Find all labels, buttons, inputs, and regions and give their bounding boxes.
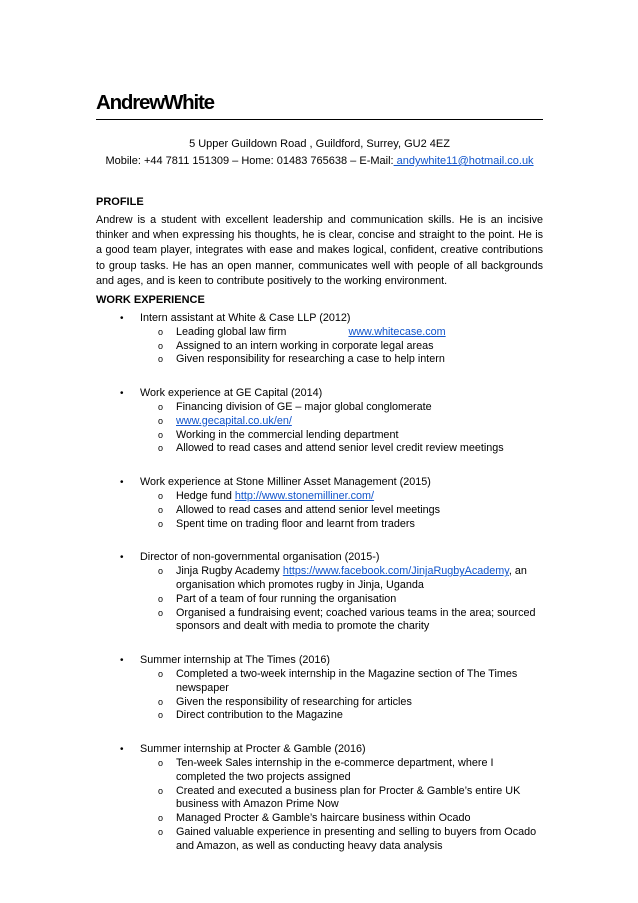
sub-bullet-icon: o — [158, 340, 164, 351]
detail-text-after: , an organisation which promotes rugby in Jinja, Uganda — [176, 565, 527, 591]
experience-detail — [96, 442, 543, 456]
experience-title — [96, 476, 543, 490]
bullet-icon: • — [120, 313, 124, 324]
detail-text: Given responsibility for researching a case to help intern — [176, 353, 445, 366]
experience-details — [96, 490, 543, 531]
experience-entry — [96, 312, 543, 367]
experience-detail — [96, 429, 543, 443]
experience-detail — [96, 353, 543, 367]
detail-text: Created and executed a business plan for Procter & Gamble’s entire UK business with Amazon Prime Now — [176, 784, 521, 811]
experience-details — [96, 326, 543, 367]
sub-bullet-icon: o — [158, 401, 164, 412]
detail-link[interactable]: www.gecapital.co.uk/en/ — [176, 414, 292, 427]
experience-detail — [96, 785, 543, 813]
email-link[interactable]: andywhite11@hotmail.co.uk — [393, 155, 534, 167]
experience-detail — [96, 415, 543, 429]
experience-detail — [96, 593, 543, 607]
work-experience-heading: WORK EXPERIENCE — [96, 294, 205, 306]
experience-detail — [96, 565, 543, 593]
experience-details — [96, 401, 543, 456]
detail-text: Allowed to read cases and attend senior level meetings — [176, 503, 441, 516]
detail-text: Gained valuable experience in presenting and selling to buyers from Ocado and Amazon, as well as conducting heavy data analysis — [176, 825, 537, 852]
experience-title-text: Summer internship at The Times (2016) — [140, 654, 331, 667]
sub-bullet-icon: o — [158, 668, 164, 679]
detail-text: Leading global law firm — [176, 325, 287, 338]
detail-text: Working in the commercial lending department — [176, 428, 399, 441]
bullet-icon: • — [120, 655, 124, 667]
bullet-icon: • — [120, 477, 124, 489]
experience-detail — [96, 757, 543, 785]
experience-detail — [96, 812, 543, 826]
detail-text: Ten-week Sales internship in the e-commerce department, where I completed the two projects assigned — [176, 756, 494, 783]
experience-details — [96, 565, 543, 634]
sub-bullet-icon: o — [158, 429, 164, 440]
detail-text: Jinja Rugby Academy — [176, 565, 280, 578]
sub-bullet-icon: o — [158, 443, 164, 454]
experience-title — [96, 551, 543, 565]
profile-heading: PROFILE — [96, 196, 144, 208]
experience-detail — [96, 709, 543, 723]
profile-text: Andrew is a student with excellent leadership and communication skills. He is an incisive thinker and when expressing his thoughts, he is clear, concise and straight to the point. He is a good team player, integrates with ease and makes logical, confident, creative contributions to group tasks. He has an open manner, communicates well with people of all backgrounds and ages, and is keen to contribute positively to the working environment. — [96, 214, 543, 287]
sub-bullet-icon: o — [158, 566, 164, 577]
detail-text: Organised a fundraising event; coached various teams in the area; sourced sponsors and dealt with media to promote the charity — [176, 606, 536, 633]
experience-detail — [96, 504, 543, 518]
sub-bullet-icon: o — [158, 354, 164, 365]
experience-detail — [96, 826, 543, 854]
sub-bullet-icon: o — [158, 785, 164, 796]
detail-link[interactable]: http://www.stonemilliner.com/ — [234, 489, 375, 502]
experience-detail — [96, 518, 543, 532]
sub-bullet-icon: o — [158, 826, 164, 837]
experience-title — [96, 387, 543, 401]
experience-entry — [96, 387, 543, 456]
sub-bullet-icon: o — [158, 607, 164, 618]
detail-text: Spent time on trading floor and learnt from traders — [176, 517, 415, 530]
sub-bullet-icon: o — [158, 504, 164, 515]
detail-text: Part of a team of four running the organisation — [176, 592, 397, 605]
work-experience-list — [96, 312, 543, 854]
detail-text: Financing division of GE – major global conglomerate — [176, 400, 432, 413]
experience-detail — [96, 326, 543, 340]
experience-title-text: Summer internship at Procter & Gamble (2016) — [140, 743, 366, 756]
detail-text: Completed a two-week internship in the Magazine section of The Times newspaper — [176, 667, 518, 694]
sub-bullet-icon: o — [158, 813, 164, 824]
experience-entry — [96, 476, 543, 531]
contact-phones: Mobile: +44 7811 151309 – Home: 01483 765638 – E-Mail: — [105, 155, 394, 167]
experience-title-text: Intern assistant at White & Case LLP (2012) — [140, 312, 351, 324]
experience-detail — [96, 340, 543, 354]
experience-detail — [96, 696, 543, 710]
postal-address: 5 Upper Guildown Road , Guildford, Surrey, GU2 4EZ — [189, 138, 450, 150]
experience-details — [96, 668, 543, 723]
detail-text: Assigned to an intern working in corporate legal areas — [176, 339, 434, 352]
experience-title-text: Work experience at Stone Milliner Asset Management (2015) — [140, 476, 431, 489]
detail-text: Managed Procter & Gamble’s haircare business within Ocado — [176, 812, 471, 825]
experience-detail — [96, 490, 543, 504]
experience-detail — [96, 607, 543, 635]
sub-bullet-icon: o — [158, 326, 164, 337]
sub-bullet-icon: o — [158, 518, 164, 529]
experience-entry — [96, 743, 543, 853]
experience-title — [96, 312, 543, 326]
candidate-name: AndrewWhite — [96, 91, 214, 114]
sub-bullet-icon: o — [158, 593, 164, 604]
bullet-icon: • — [120, 552, 124, 564]
experience-title-text: Work experience at GE Capital (2014) — [140, 387, 323, 400]
detail-link[interactable]: www.whitecase.com — [348, 325, 446, 338]
header-rule — [96, 119, 543, 120]
contact-line — [96, 154, 543, 168]
experience-entry — [96, 654, 543, 723]
experience-title — [96, 654, 543, 668]
detail-text: Allowed to read cases and attend senior level credit review meetings — [176, 442, 504, 455]
experience-detail — [96, 668, 543, 696]
experience-title-text: Director of non-governmental organisation (2015-) — [140, 551, 380, 564]
sub-bullet-icon: o — [158, 415, 164, 426]
experience-entry — [96, 551, 543, 634]
bullet-icon: • — [120, 744, 124, 756]
detail-link[interactable]: https://www.facebook.com/JinjaRugbyAcademy — [282, 565, 509, 578]
detail-text: Direct contribution to the Magazine — [176, 709, 343, 722]
experience-title — [96, 743, 543, 757]
sub-bullet-icon: o — [158, 710, 164, 721]
sub-bullet-icon: o — [158, 490, 164, 501]
detail-text: Given the responsibility of researching for articles — [176, 695, 412, 708]
sub-bullet-icon: o — [158, 757, 164, 768]
sub-bullet-icon: o — [158, 696, 164, 707]
experience-details — [96, 757, 543, 854]
detail-text: Hedge fund — [176, 489, 232, 502]
bullet-icon: • — [120, 388, 124, 400]
experience-detail — [96, 401, 543, 415]
